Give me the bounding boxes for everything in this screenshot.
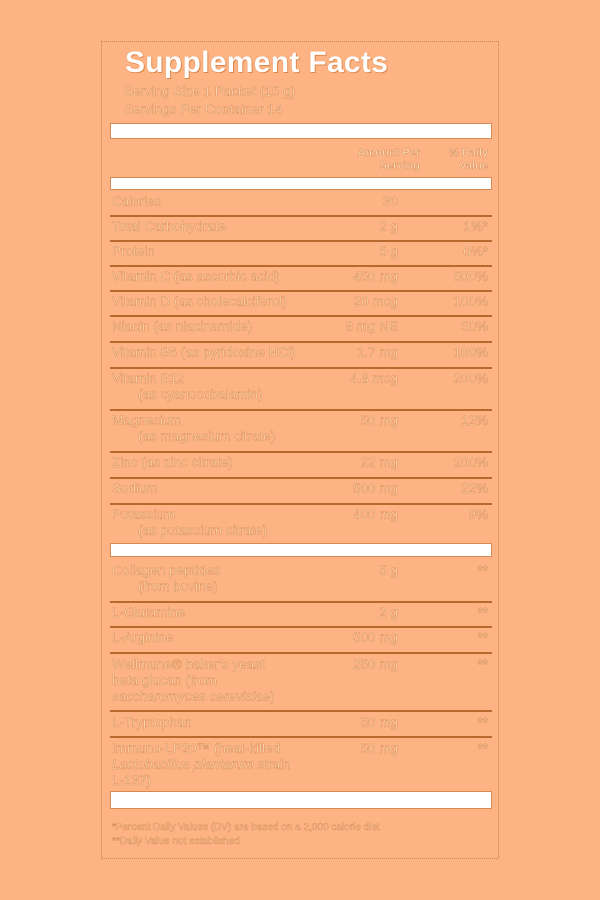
row-divider (110, 341, 492, 343)
footnote-dv: *Percent Daily Values (DV) are based on a 2,000 calorie diet (112, 822, 380, 833)
nutrient-daily-value: 200% (453, 455, 488, 470)
nutrient-daily-value: 0%* (463, 244, 488, 259)
nutrient-name: Vitamin C (as ascorbic acid) (112, 269, 280, 284)
nutrient-name: Potassium (as potassium citrate) (112, 507, 268, 538)
ingredient-daily-value: ** (477, 715, 488, 730)
nutrient-name: Vitamin B6 (as pyridoxine HCl) (112, 345, 296, 360)
ingredient-amount: 50 mg (360, 741, 398, 756)
ingredient-name: L-Glutamine (112, 605, 186, 620)
footnote-not-established: **Daily Value not established (112, 836, 240, 847)
ingredient-daily-value: ** (477, 630, 488, 645)
nutrient-name: Vitamin B12 (as cyanocobalamin) (112, 371, 263, 402)
nutrient-name: Magnesium (as magnesium citrate) (112, 413, 276, 444)
row-divider (110, 215, 492, 217)
nutrient-daily-value: 9% (468, 507, 488, 522)
ingredient-amount: 250 mg (352, 657, 398, 672)
nutrient-name: Vitamin D (as cholecalciferol) (112, 294, 287, 309)
header-daily-value: % Daily Value (448, 147, 488, 172)
nutrient-name: Protein (112, 244, 155, 259)
panel-title: Supplement Facts (125, 46, 389, 79)
ingredient-name: L-Arginine (112, 630, 174, 645)
nutrient-daily-value: 22% (460, 481, 488, 496)
row-divider (110, 626, 492, 628)
nutrient-daily-value: 1%* (463, 219, 488, 234)
ingredient-daily-value: ** (477, 657, 488, 672)
header-amount: Amount Per Serving (357, 147, 420, 172)
nutrient-name: Zinc (as zinc citrate) (112, 455, 233, 470)
ingredient-daily-value: ** (477, 741, 488, 756)
row-divider (110, 290, 492, 292)
row-divider (110, 601, 492, 603)
nutrient-name: Niacin (as niacinamide) (112, 319, 253, 334)
ingredient-name: L-Tryptophan (112, 715, 192, 730)
ingredient-name: Wellmune® baker's yeast beta glucan (from saccharomyces cerevisiae) (112, 657, 275, 704)
nutrient-name: Total Carbohydrate (112, 219, 227, 234)
nutrient-name: Sodium (112, 481, 158, 496)
nutrient-amount: 500 mg (352, 481, 398, 496)
nutrient-amount: 2 g (379, 219, 398, 234)
separator-bar (110, 123, 492, 139)
nutrient-name: Calories (112, 194, 162, 209)
nutrient-daily-value: 12% (460, 413, 488, 428)
ingredient-daily-value: ** (477, 563, 488, 578)
row-divider (110, 240, 492, 242)
row-divider (110, 315, 492, 317)
separator-bar (110, 177, 492, 190)
nutrient-amount: 20 mcg (353, 294, 398, 309)
nutrient-daily-value: 100% (453, 345, 488, 360)
nutrient-amount: 30 (382, 194, 398, 209)
nutrient-daily-value: 100% (453, 294, 488, 309)
ingredient-amount: 5 g (379, 563, 398, 578)
ingredient-name: Collagen peptides (from bovine) (112, 563, 221, 594)
ingredient-daily-value: ** (477, 605, 488, 620)
nutrient-amount: 4.8 mcg (349, 371, 398, 386)
row-divider (110, 265, 492, 267)
ingredient-amount: 2 g (379, 605, 398, 620)
nutrient-amount: 1.7 mg (356, 345, 398, 360)
separator-bar (110, 543, 492, 557)
row-divider (110, 451, 492, 453)
row-divider (110, 367, 492, 369)
ingredient-amount: 50 mg (360, 715, 398, 730)
nutrient-daily-value: 500% (453, 269, 488, 284)
nutrient-daily-value: 50% (460, 319, 488, 334)
nutrient-amount: 8 mg NE (345, 319, 398, 334)
row-divider (110, 652, 492, 654)
nutrient-amount: 50 mg (360, 413, 398, 428)
nutrient-amount: 5 g (379, 244, 398, 259)
row-divider (110, 477, 492, 479)
nutrient-amount: 450 mg (352, 269, 398, 284)
row-divider (110, 710, 492, 712)
ingredient-name: Immuno-LP20™ (heat-killed Lactobacillus plantarum strain L-137) (112, 741, 291, 788)
servings-per-container: Servings Per Container 14 (124, 102, 283, 117)
row-divider (110, 736, 492, 738)
separator-bar (110, 791, 492, 809)
row-divider (110, 409, 492, 411)
serving-size: Serving Size 1 Packet (15 g) (124, 84, 296, 99)
nutrient-amount: 400 mg (352, 507, 398, 522)
row-divider (110, 503, 492, 505)
ingredient-amount: 500 mg (352, 630, 398, 645)
nutrient-amount: 22 mg (360, 455, 398, 470)
nutrient-daily-value: 200% (453, 371, 488, 386)
